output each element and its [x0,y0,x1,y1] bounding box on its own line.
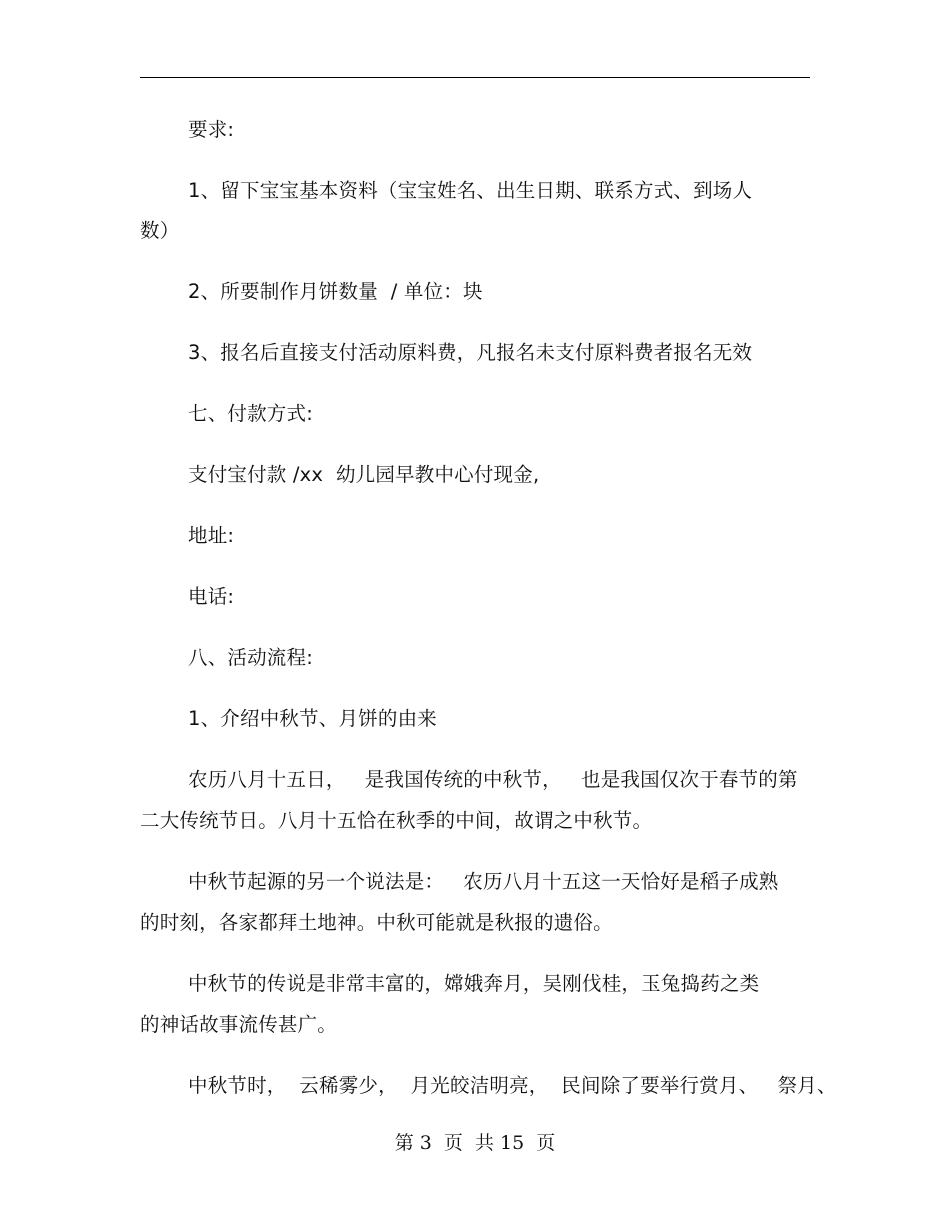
text-line: 支付宝付款 /xx 幼儿园早教中心付现金, [188,463,540,486]
text-line: 1、留下宝宝基本资料（宝宝姓名、出生日期、联系方式、到场人 [188,179,753,202]
page-footer: 第 3 页 共 15 页 [394,1132,556,1154]
text-line: 3、报名后直接支付活动原料费，凡报名未支付原料费者报名无效 [188,341,753,364]
text-line: 要求: [188,118,235,141]
text-line: 的神话故事流传甚广。 [140,1013,338,1036]
text-line: 的时刻，各家都拜土地神。中秋可能就是秋报的遗俗。 [140,911,613,934]
text-line: 中秋节时， 云稀雾少， 月光皎洁明亮， 民间除了要举行赏月、 祭月、 [188,1074,837,1097]
text-line: 地址: [188,524,235,547]
section-heading: 七、付款方式: [188,402,313,425]
text-line: 农历八月十五日， 是我国传统的中秋节， 也是我国仅次于春节的第 [188,768,798,791]
text-line: 1、介绍中秋节、月饼的由来 [188,707,438,730]
text-line: 数） [140,219,180,242]
text-line: 二大传统节日。八月十五恰在秋季的中间，故谓之中秋节。 [140,809,653,832]
section-heading: 八、活动流程: [188,646,313,669]
text-line: 中秋节的传说是非常丰富的，嫦娥奔月，吴刚伐桂，玉兔捣药之类 [188,972,760,995]
text-line: 2、所要制作月饼数量 / 单位：块 [188,280,483,303]
header-rule [140,77,810,78]
text-line: 中秋节起源的另一个说法是： 农历八月十五这一天恰好是稻子成熟 [188,870,779,893]
text-line: 电话: [188,585,235,608]
